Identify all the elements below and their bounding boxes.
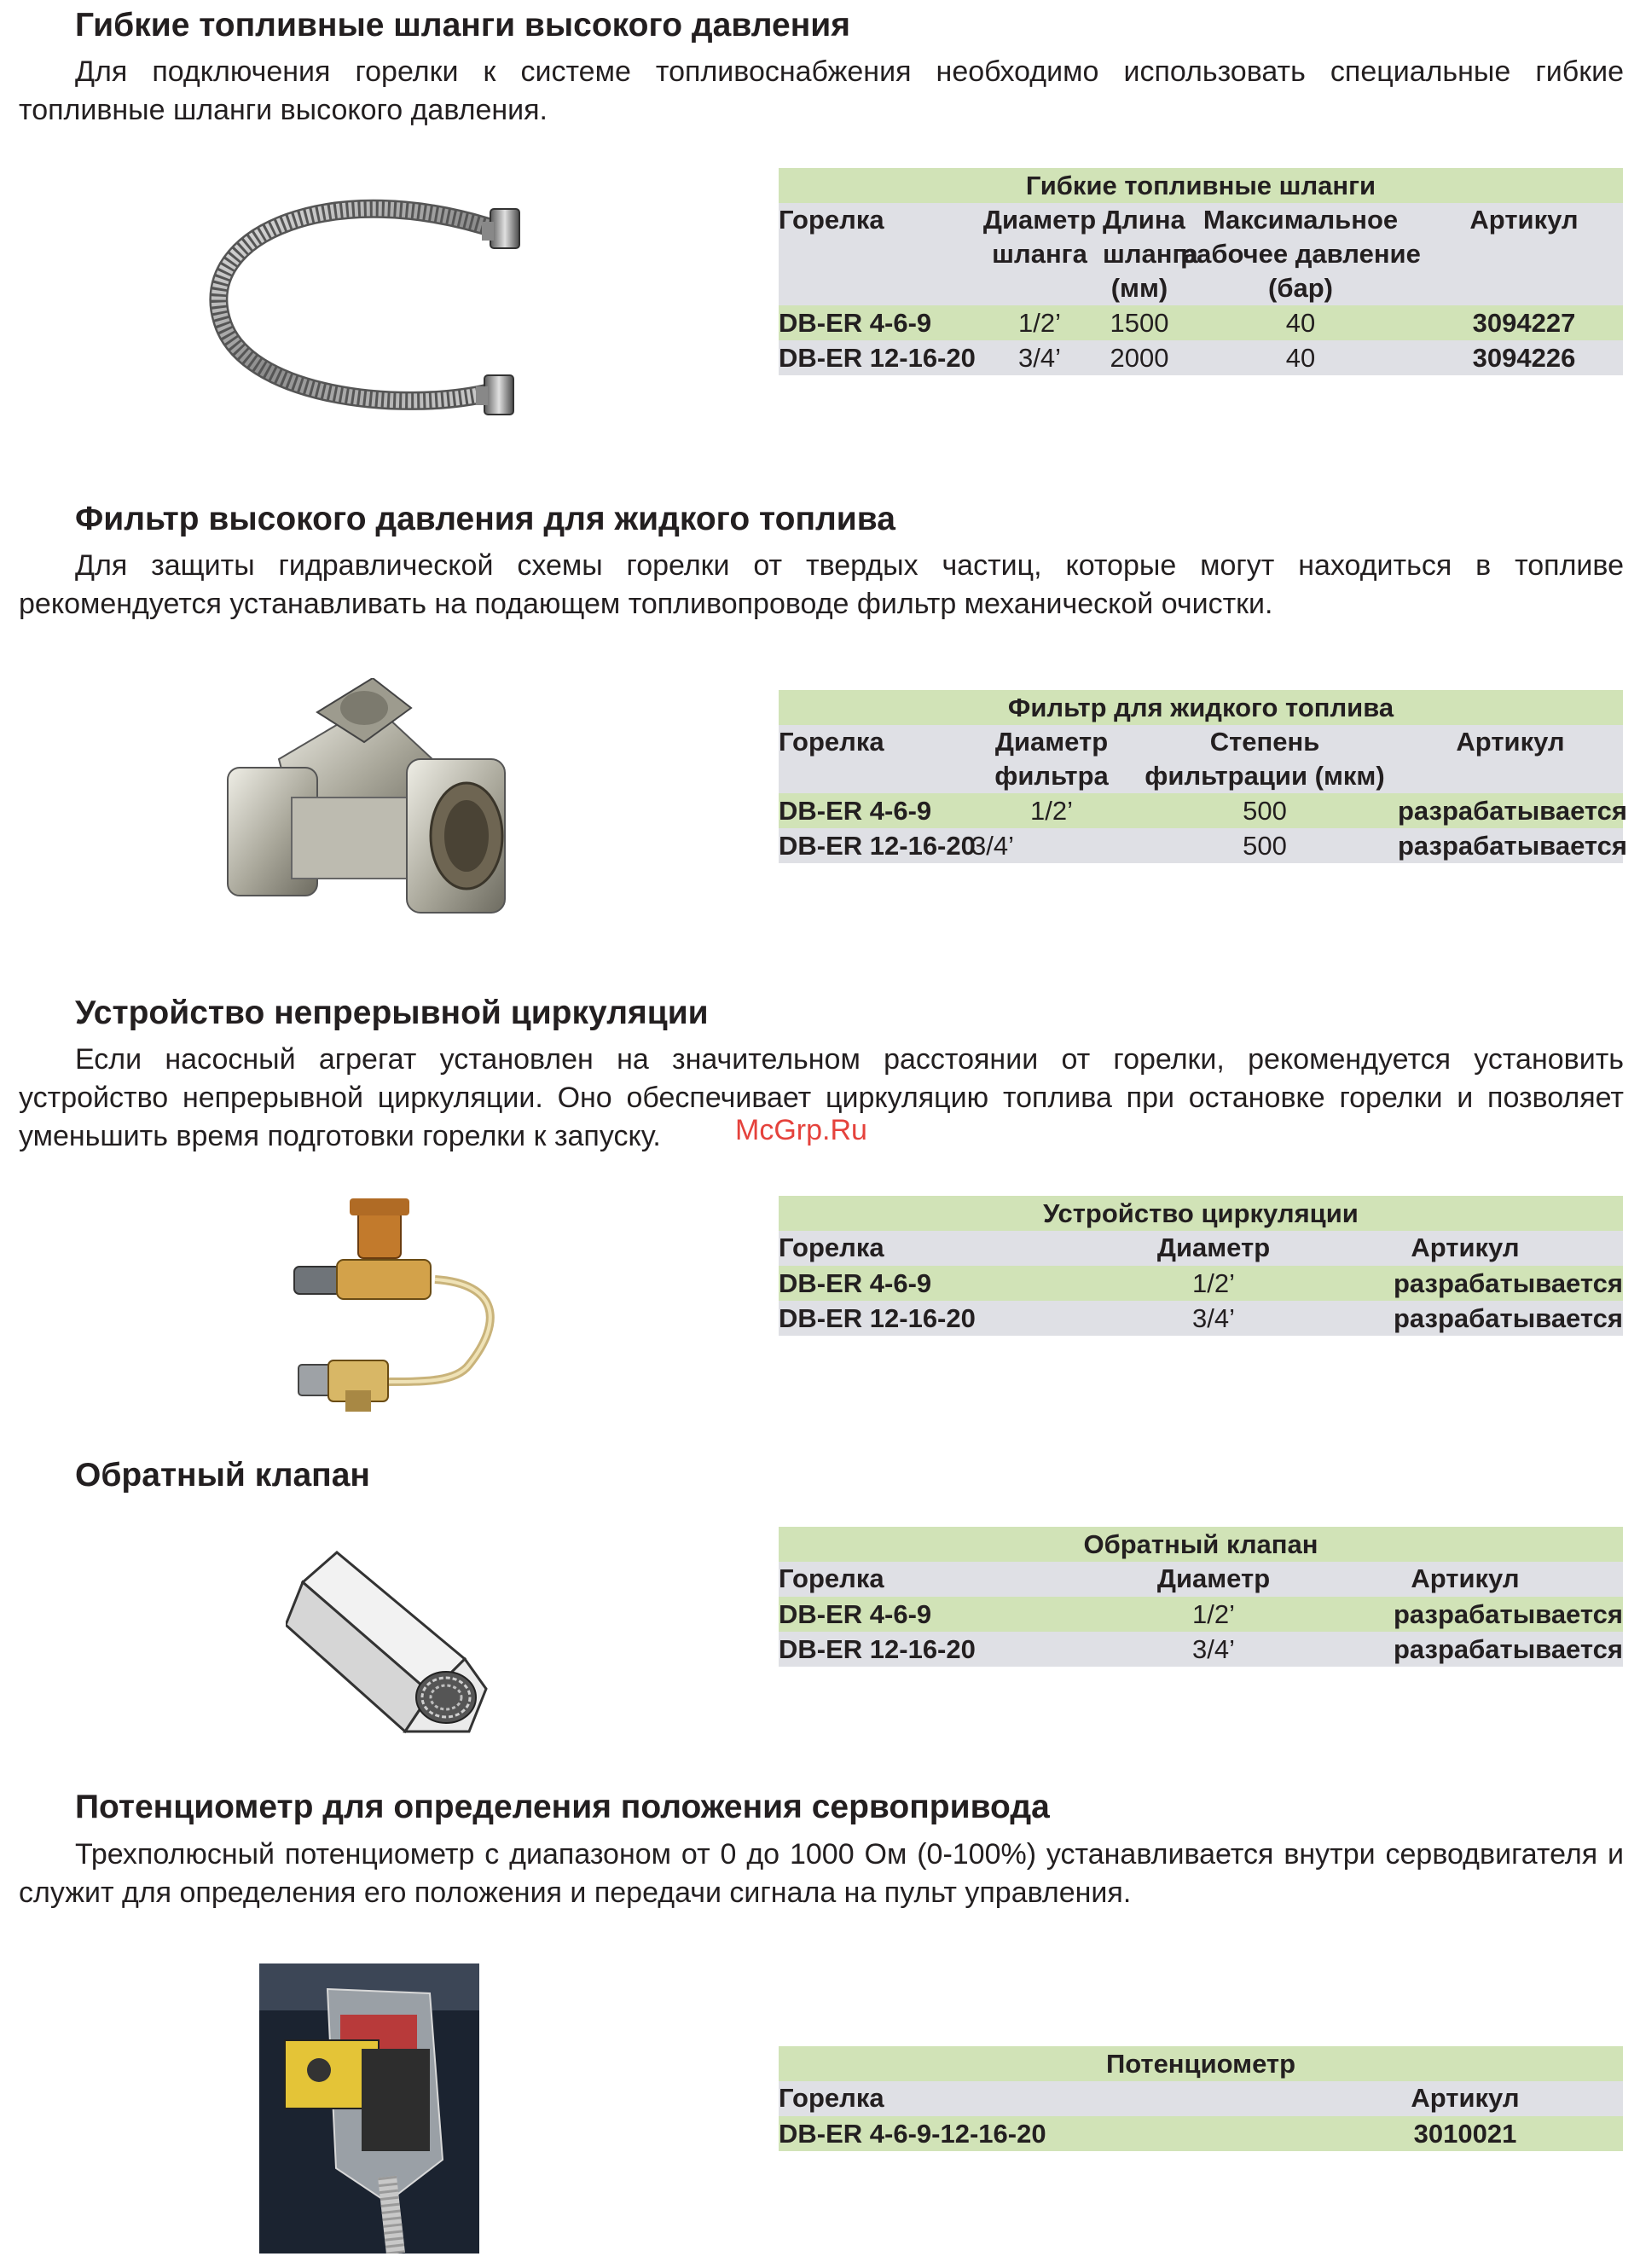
- cell-diameter: 3/4’: [1192, 1634, 1235, 1664]
- filter-table: [779, 690, 1628, 863]
- table-caption: Гибкие топливные шланги: [1025, 171, 1376, 200]
- cell-article: 3094227: [1472, 308, 1576, 338]
- header-max-pressure: Максимальное рабочее давление (бар): [1180, 205, 1421, 303]
- header-burner: Горелка: [779, 2083, 884, 2113]
- potentiometer-image: [259, 1963, 479, 2253]
- cell-length: 1500: [1110, 308, 1169, 338]
- check-valve-table: [779, 1527, 1623, 1667]
- section-title-potentiometer: Потенциометр для определения положения сервопривода: [75, 1789, 1050, 1825]
- cell-burner: DB-ER 12-16-20: [779, 831, 976, 861]
- cell-article: разрабатывается: [1393, 1303, 1623, 1333]
- cell-pressure: 40: [1285, 308, 1316, 338]
- table-row: [779, 340, 1623, 375]
- watermark: McGrp.Ru: [735, 1114, 867, 1146]
- table-row: [779, 793, 1623, 828]
- cell-diameter: 1/2’: [1030, 796, 1073, 826]
- table-caption: Обратный клапан: [1083, 1529, 1318, 1559]
- cell-article: 3010021: [1413, 2119, 1517, 2149]
- cell-filtration: 500: [1243, 831, 1287, 861]
- table-row: [779, 1301, 1623, 1336]
- cell-article: разрабатывается: [1393, 1599, 1623, 1629]
- section-desc-circulation: Если насосный агрегат установлен на значительном расстоянии от горелки, рекомендуется установить устройство непрерывной циркуляции. Оно обеспечивает циркуляцию топлива при остановке горелки и позволяет уменьшить время подготовки горелки к запуску.: [19, 1043, 1624, 1152]
- cell-diameter: 1/2’: [1018, 308, 1061, 338]
- cell-burner: DB-ER 4-6-9-12-16-20: [779, 2119, 1046, 2149]
- table-row: [779, 1266, 1623, 1301]
- cell-diameter: 1/2’: [1192, 1268, 1235, 1298]
- cell-article: разрабатывается: [1393, 1268, 1623, 1298]
- section-title-circulation: Устройство непрерывной циркуляции: [75, 995, 709, 1031]
- header-article: Артикул: [1411, 1233, 1520, 1262]
- cell-burner: DB-ER 12-16-20: [779, 1303, 976, 1333]
- header-diameter: Диаметр: [1156, 1233, 1271, 1262]
- header-filter-diameter: Диаметр фильтра: [994, 727, 1109, 791]
- header-diameter: Диаметр: [1156, 1563, 1271, 1593]
- cell-article: 3094226: [1472, 343, 1576, 373]
- cell-burner: DB-ER 4-6-9: [779, 308, 932, 338]
- header-hose-length: Длина шланга (мм): [1103, 205, 1198, 303]
- header-article: Артикул: [1456, 727, 1565, 757]
- check-valve-image: [286, 1548, 490, 1744]
- table-row: [779, 1597, 1623, 1632]
- potentiometer-table: [779, 2046, 1623, 2151]
- header-burner: Горелка: [779, 727, 884, 757]
- table-row: [779, 828, 1623, 863]
- hoses-table: [779, 168, 1623, 375]
- header-filtration: Степень фильтрации (мкм): [1145, 727, 1385, 791]
- filter-image: [223, 678, 513, 934]
- header-hose-diameter: Диаметр шланга: [982, 205, 1097, 269]
- table-caption: Устройство циркуляции: [1043, 1198, 1359, 1228]
- cell-diameter: 1/2’: [1192, 1599, 1235, 1629]
- section-title-filter: Фильтр высокого давления для жидкого топлива: [75, 501, 895, 537]
- table-caption: Фильтр для жидкого топлива: [1007, 693, 1394, 722]
- table-row: [779, 1632, 1623, 1667]
- cell-diameter: 3/4’: [971, 831, 1014, 861]
- header-burner: Горелка: [779, 205, 884, 235]
- hose-image: [205, 183, 546, 439]
- cell-filtration: 500: [1243, 796, 1287, 826]
- circulation-table: [779, 1196, 1623, 1336]
- cell-diameter: 3/4’: [1192, 1303, 1235, 1333]
- cell-burner: DB-ER 12-16-20: [779, 343, 976, 373]
- cell-burner: DB-ER 4-6-9: [779, 1599, 932, 1629]
- section-title-hoses: Гибкие топливные шланги высокого давления: [75, 7, 851, 44]
- section-desc-hoses: Для подключения горелки к системе топливоснабжения необходимо использовать специальные гибкие топливные шланги высокого давления.: [19, 55, 1624, 126]
- cell-burner: DB-ER 4-6-9: [779, 1268, 932, 1298]
- cell-diameter: 3/4’: [1018, 343, 1061, 373]
- cell-article: разрабатывается: [1398, 796, 1628, 826]
- header-burner: Горелка: [779, 1563, 884, 1593]
- cell-article: разрабатывается: [1398, 831, 1628, 861]
- section-desc-filter: Для защиты гидравлической схемы горелки от твердых частиц, которые могут находиться в топливе рекомендуется устанавливать на подающем топливопроводе фильтр механической очистки.: [19, 549, 1624, 620]
- header-burner: Горелка: [779, 1233, 884, 1262]
- header-article: Артикул: [1469, 205, 1579, 235]
- header-article: Артикул: [1411, 1563, 1520, 1593]
- cell-pressure: 40: [1285, 343, 1316, 373]
- cell-article: разрабатывается: [1393, 1634, 1623, 1664]
- table-row: [779, 2116, 1623, 2151]
- section-desc-potentiometer: Трехполюсный потенциометр с диапазоном от 0 до 1000 Ом (0-100%) устанавливается внутри серводвигателя и служит для определения его положения и передачи сигнала на пульт управления.: [19, 1838, 1624, 1909]
- cell-burner: DB-ER 12-16-20: [779, 1634, 976, 1664]
- circulation-device-image: [290, 1198, 512, 1412]
- cell-length: 2000: [1110, 343, 1169, 373]
- table-row: [779, 305, 1623, 340]
- section-title-check-valve: Обратный клапан: [75, 1457, 370, 1494]
- cell-burner: DB-ER 4-6-9: [779, 796, 932, 826]
- header-article: Артикул: [1411, 2083, 1520, 2113]
- table-caption: Потенциометр: [1105, 2049, 1296, 2079]
